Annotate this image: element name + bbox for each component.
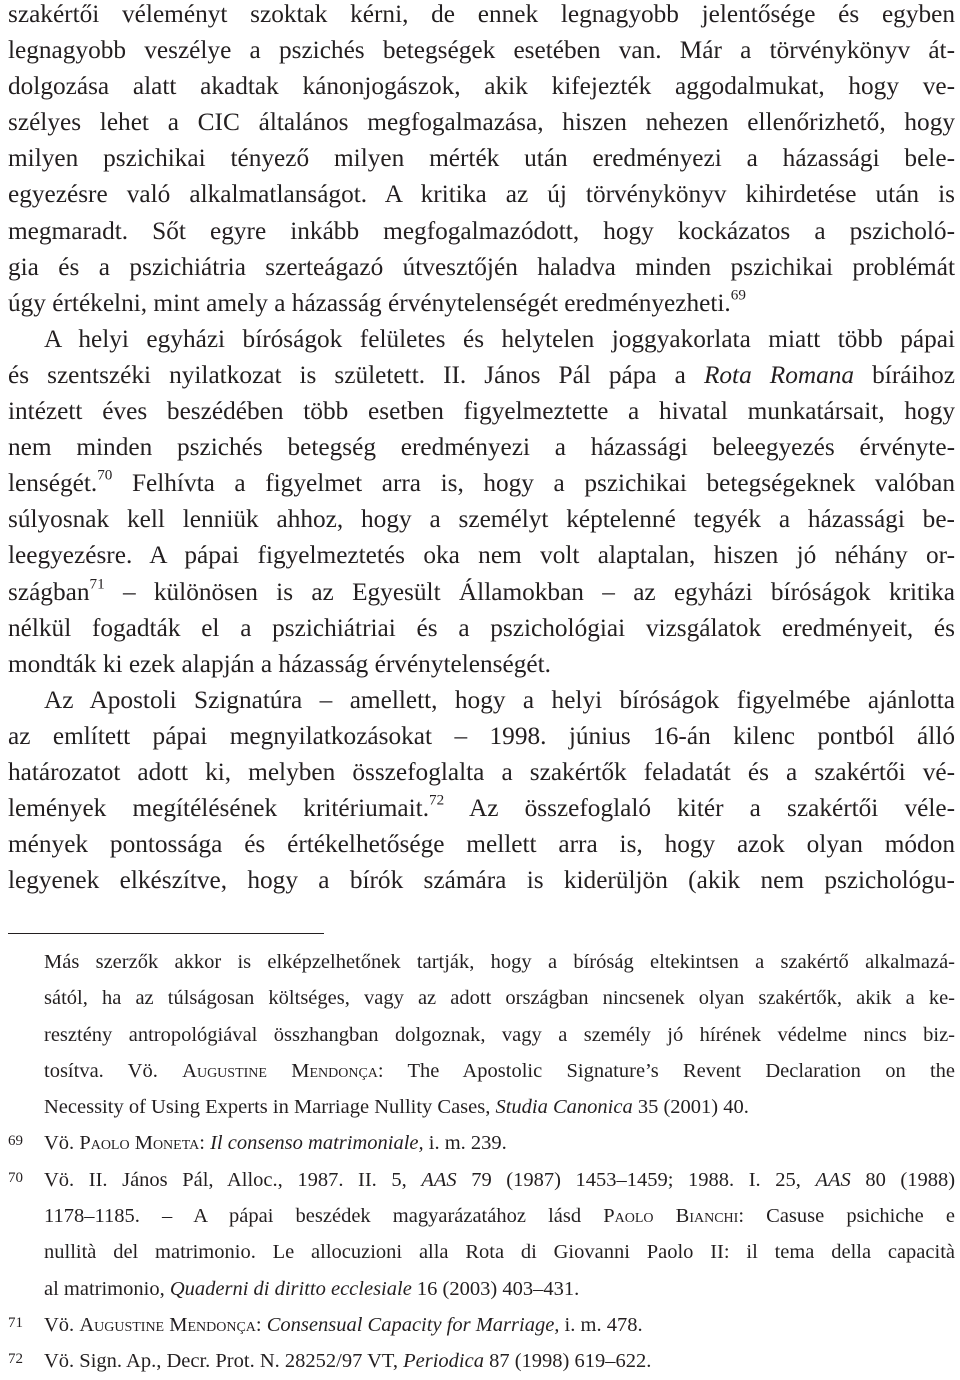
italic-title: Rota Romana [703,360,855,389]
footnote-line [44,1053,955,1089]
text-line: milyen pszichikai tényező milyen mérték után eredményezi a házassági bele- [8,144,955,173]
footnote-line [44,1198,955,1234]
author-name: Paolo Moneta [79,1132,200,1155]
work-title: Consensual Capacity for Marriage, [266,1313,560,1336]
text-segment: Vö. II. János Pál, Alloc., 1987. II. 5, [44,1168,407,1191]
text-segment: lemények megítélésének kritériumait. [8,794,430,823]
text-segment: : Casuse psichiche e [738,1205,955,1228]
author-name: Paolo Bianchi [603,1205,739,1228]
text-segment: Vö. [44,1313,75,1336]
text-line [8,465,955,501]
text-segment: Felhívta a figyelmet arra is, hogy a pszichikai betegségeknek valóban [131,469,956,498]
text-segment: bíráihoz [872,360,956,389]
text-segment: : The Apostolic Signature’s Revent Declaration on the [377,1059,956,1082]
footnote-continued [8,944,955,1125]
text-line: szélyes lehet a CIC általános megfogalmazása, hiszen nehezen ellenőrizhető, hogy [8,108,955,137]
text-line: megmaradt. Sőt egyre inkább megfogalmazódott, hogy kockázatos a pszicholó- [8,216,955,245]
paragraph-start: Az Apostoli Szignatúra – amellett, hogy a helyi bíróságok figyelmébe ajánlotta [44,685,955,714]
footnote-number: 72 [8,1351,23,1368]
text-line: nélkül fogadták el a pszichiátriai és a pszichológiai vizsgálatok eredményeit, és [8,613,955,642]
footnote-divider [8,933,324,934]
footnote-line: sától, ha az túlságosan költséges, vagy az adott országban nincsenek olyan szakértők, akik a ke- [44,987,955,1010]
text-segment: 80 (1988) [865,1168,956,1191]
text-line [8,574,955,610]
journal-title: Studia Canonica [495,1096,633,1119]
footnote-72 [8,1343,955,1379]
footnote-line: nullità del matrimonio. Le allocuzioni alla Rota di Giovanni Paolo II: il tema della capacità [44,1241,955,1264]
footnote-line: Vö. Augustine Mendonça: Consensual Capacity for Marriage, i. m. 478. [44,1313,643,1336]
text-line: az említett pápai megnyilatkozásokat – 1998. június 16-án kilenc pontból álló [8,721,955,750]
journal-title: Quaderni di diritto ecclesiale [169,1277,412,1300]
text-line [8,357,955,393]
main-text [8,0,955,898]
footnotes [8,944,955,1380]
footnote-71 [8,1307,955,1343]
text-line: legyenek elkészítve, hogy a bírók számára is kiderüljön (akik nem pszichológu- [8,866,955,895]
footnote-line [44,1089,955,1125]
text-line: mények pontossága és értékelhetősége mellett arra is, hogy azok olyan módon [8,830,955,859]
text-line: szakértői véleményt szoktak kérni, de ennek legnagyobb jelentősége és egyben [8,0,955,28]
text-line [8,285,955,321]
footnote-line: Más szerzők akkor is elképzelhetőnek tartják, hogy a bíróság eltekintsen a szakértő alkalmazá- [44,951,955,973]
text-line: súlyosnak kell lenniük ahhoz, hogy a személyt képtelenné tegyék a házassági be- [8,505,955,534]
footnote-ref-72[interactable]: 72 [429,791,445,809]
text-segment: i. m. 478. [564,1313,643,1336]
text-segment: lenségét. [8,469,98,498]
text-segment: Vö. Sign. Ap., Decr. Prot. N. 28252/97 VT, [44,1350,399,1373]
footnote-number: 70 [8,1169,23,1186]
text-line: dolgozása alatt akadtak kánonjogászok, akik kifejezték aggodalmukat, hogy ve- [8,72,955,101]
text-segment: Vö. [44,1132,75,1155]
text-line: nem minden pszichés betegség eredményezi a házassági beleegyezés érvényte- [8,433,955,462]
work-title: Il consenso matrimoniale, [210,1132,424,1155]
text-segment: Necessity of Using Experts in Marriage Nullity Cases, [44,1096,491,1119]
text-line: határozatot adott ki, melyben összefoglalta a szakértők feladatát és a szakértői vé- [8,757,955,786]
footnote-line [44,1162,955,1198]
text-line [8,790,955,826]
text-segment: tosítva. Vö. [44,1059,158,1082]
text-segment: és szentszéki nyilatkozat is született. II. János Pál pápa a [8,360,686,389]
text-line: egyezésre való alkalmatlanságot. A kritika az új törvénykönyv kihirdetése után is [8,180,955,209]
text-line: intézett éves beszédében több esetben figyelmeztette a hivatal munkatársait, hogy [8,397,955,426]
footnote-number: 71 [8,1314,23,1331]
text-line: legnagyobb veszélye a pszichés betegségek esetében van. Már a törvénykönyv át- [8,36,955,65]
text-segment: úgy értékelni, mint amely a házasság érvénytelenségét eredményezheti. [8,288,731,317]
text-segment: – különösen is az Egyesült Államokban – az egyházi bíróságok kritika [122,577,955,606]
author-name: Augustine Mendonça [182,1059,378,1082]
footnote-ref-69[interactable]: 69 [730,286,746,304]
text-segment: 79 (1987) 1453–1459; 1988. I. 25, [471,1168,801,1191]
text-segment: 35 (2001) 40. [637,1096,749,1119]
text-line: gia és a pszichiátria szerteágazó útvesztőjén haladva minden pszichikai problémát [8,252,955,281]
journal-title: Periodica [403,1350,484,1373]
footnote-line [44,1271,955,1307]
footnote-ref-71[interactable]: 71 [89,575,105,593]
footnote-ref-70[interactable]: 70 [97,466,113,484]
paragraph-start: A helyi egyházi bíróságok felületes és helytelen joggyakorlata miatt több pápai [44,324,955,353]
text-segment: Az összefoglaló kitér a szakértői véle- [468,794,956,823]
footnote-line [44,1343,955,1379]
text-line: leegyezésre. A pápai figyelmeztetés oka nem volt alaptalan, hiszen jó néhány or- [8,541,955,570]
footnote-line: resztény antropológiával összhangban dolgoznak, vagy a személy jó hírének védelme nincs biz- [44,1023,955,1046]
footnote-69 [8,1125,955,1161]
footnote-line: Vö. Paolo Moneta: Il consenso matrimoniale, i. m. 239. [44,1132,507,1155]
journal-title: AAS [815,1168,851,1191]
author-name: Augustine Mendonça [79,1313,256,1336]
text-line: mondták ki ezek alapján a házasság érvénytelenségét. [8,649,551,678]
text-segment: 1178–1185. – A pápai beszédek magyarázatához lásd [44,1205,582,1228]
text-segment: i. m. 239. [428,1132,507,1155]
text-segment: szágban [8,577,90,606]
text-segment: 87 (1998) 619–622. [489,1350,652,1373]
text-segment: 16 (2003) 403–431. [416,1277,580,1300]
footnote-70 [8,1162,955,1307]
text-segment: al matrimonio, [44,1277,165,1300]
journal-title: AAS [421,1168,457,1191]
footnote-number: 69 [8,1133,23,1150]
